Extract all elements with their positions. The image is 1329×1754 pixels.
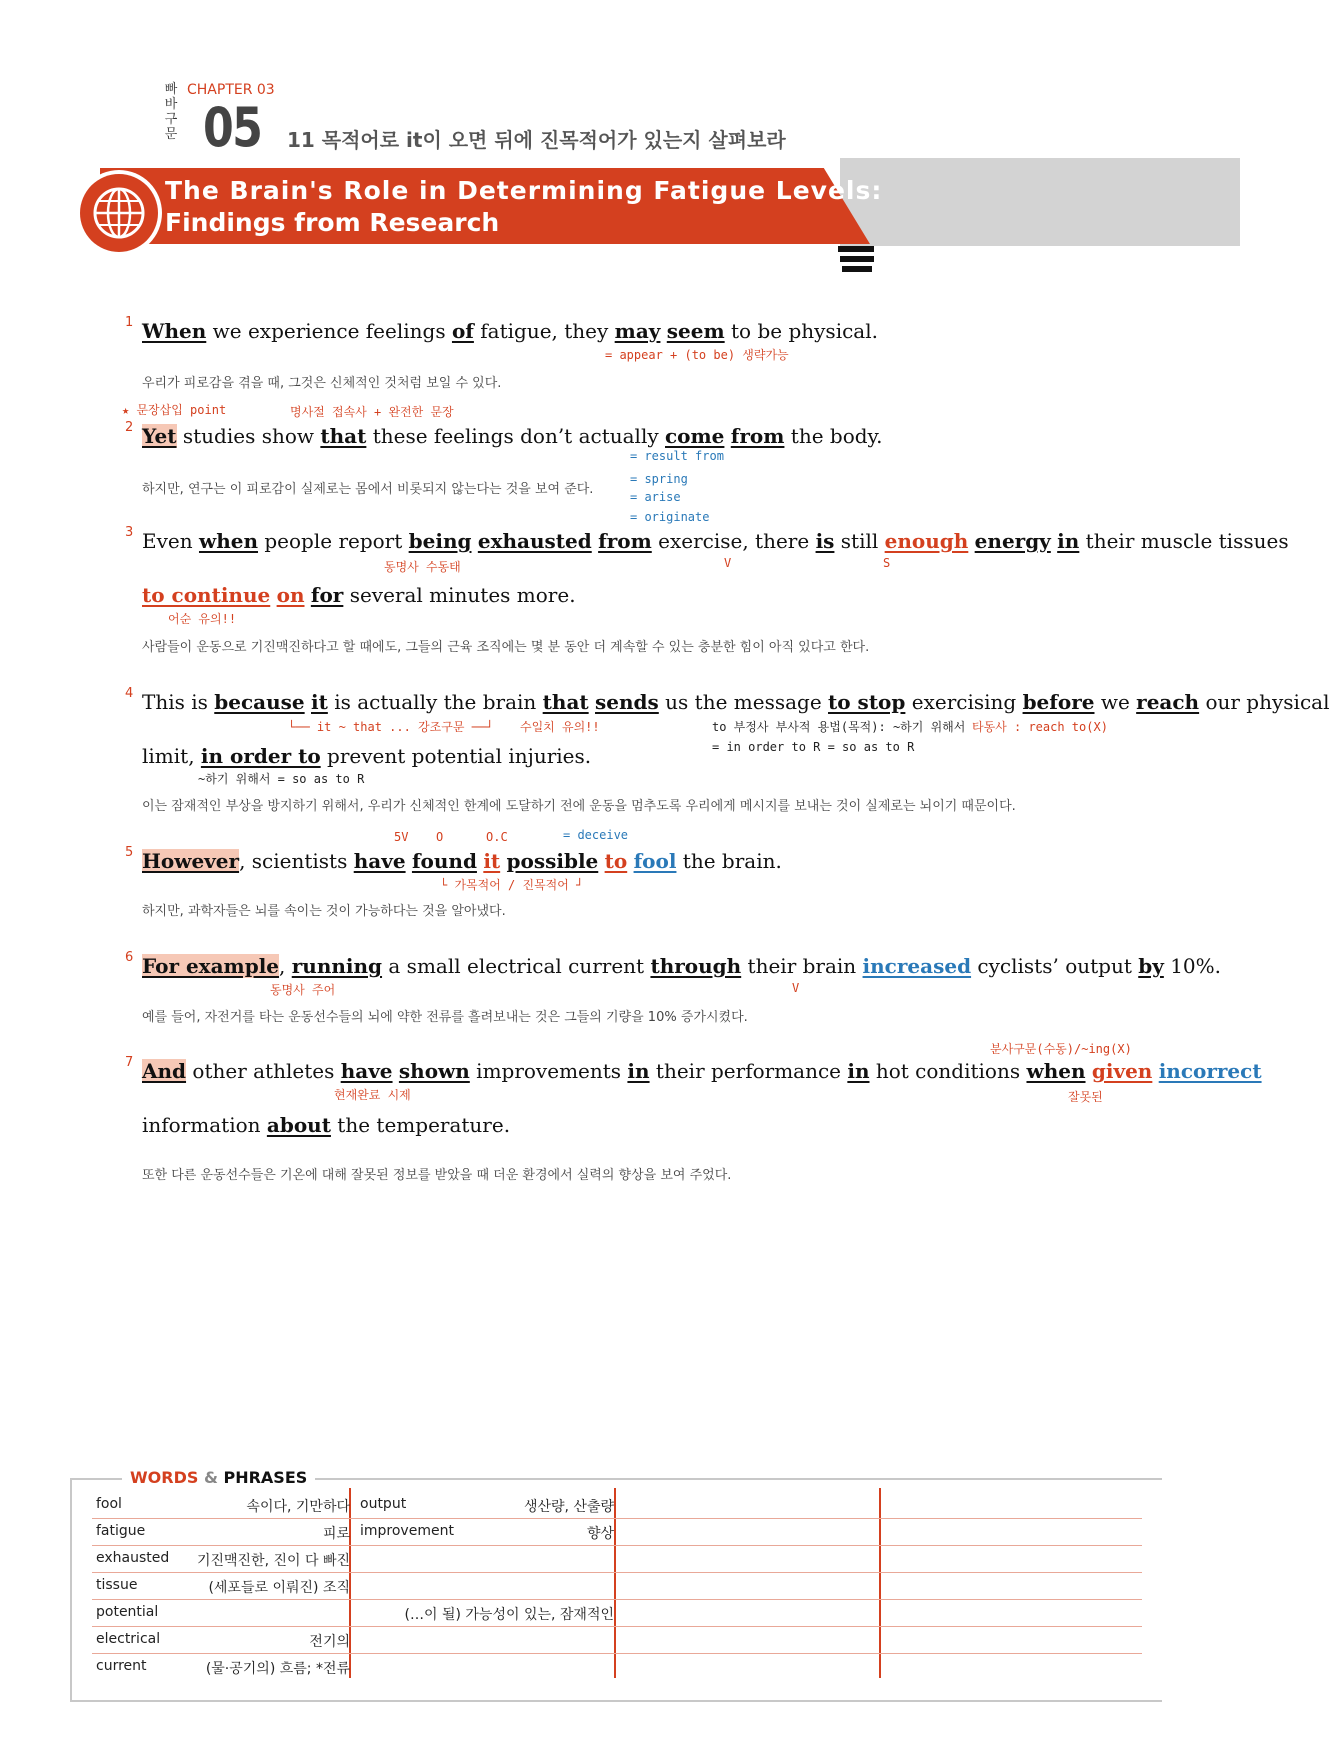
side-label-char: 바 [164,97,178,112]
annotation: 현재완료 시제 [334,1088,411,1102]
word-row [92,1519,1142,1546]
title-bar-shadow [840,158,1240,246]
annotation: V [724,556,732,570]
title-line-2: Findings from Research [165,208,500,237]
word: improvement [360,1523,454,1539]
title-bar-stripe [840,256,874,262]
annotation: O [436,830,444,844]
annotation: 명사절 접속사 + 완전한 문장 [290,405,454,419]
sentence-number: 4 [125,686,134,701]
annotation: ★ 문장삽입 point [122,403,227,417]
title-line-1: The Brain's Role in Determining Fatigue Levels: [165,176,883,205]
korean-translation: 이는 잠재적인 부상을 방지하기 위해서, 우리가 신체적인 한계에 도달하기 전에 운동을 멈추도록 우리에게 메시지를 보내는 것이 실제로는 뇌이기 때문이다. [142,799,1016,814]
annotation: = in order to R = so as to R [712,740,915,754]
korean-translation: 우리가 피로감을 겪을 때, 그것은 신체적인 것처럼 보일 수 있다. [142,376,502,391]
korean-translation: 또한 다른 운동선수들은 기온에 대해 잘못된 정보를 받았을 때 더운 환경에서 실력의 향상을 보여 주었다. [142,1168,732,1183]
annotation: 분사구문(수동)/~ing(X) [990,1042,1132,1056]
words-title-a: WORDS [130,1468,199,1487]
globe-icon [90,184,148,242]
annotation: 동명사 주어 [270,983,336,997]
annotation: = spring [630,472,688,486]
sentence-number: 5 [125,845,134,860]
sentence-4-line-2: limit, in order to prevent potential injuries. [142,744,592,768]
word: tissue [96,1577,138,1593]
word-row [92,1654,1142,1680]
annotation: ~하기 위해서 = so as to R [198,772,365,786]
sentence-number: 7 [125,1055,134,1070]
side-label [163,82,179,142]
sentence-number: 1 [125,315,134,330]
korean-translation: 사람들이 운동으로 기진맥진하다고 할 때에도, 그들의 근육 조직에는 몇 분 동안 더 계속할 수 있는 충분한 힘이 아직 있다고 한다. [142,640,870,655]
word-meaning: 피로 [322,1526,350,1542]
sentence-2: Yet studies show that these feelings don’t actually come from the body. [142,424,883,448]
sentence-number: 6 [125,950,134,965]
word-row [92,1546,1142,1573]
annotation: = arise [630,490,681,504]
word-meaning: 기진맥진한, 진이 다 빠진 [196,1553,350,1569]
word: exhausted [96,1550,170,1566]
annotation: O.C [486,830,508,844]
annotation: 수일치 유의!! [520,720,600,734]
word-row [92,1573,1142,1600]
side-label-char: 빠 [164,82,178,97]
word: current [96,1658,147,1674]
korean-translation: 하지만, 연구는 이 피로감이 실제로는 몸에서 비롯되지 않는다는 것을 보여 준다. [142,482,594,497]
sentence-3-line-1: Even when people report being exhausted from exercise, there is still enough energy in their muscle tissues [142,529,1289,553]
sentence-7-line-2: information about the temperature. [142,1113,511,1137]
side-label-char: 문 [164,127,178,142]
title-bar-stripe [838,246,874,252]
word: potential [96,1604,159,1620]
word-meaning: 생산량, 산출량 [523,1499,614,1515]
chapter-label: CHAPTER 03 [187,82,275,98]
annotation: = deceive [563,828,629,842]
annotation: └── it ~ that ... 강조구문 ──┘ [288,720,494,734]
annotation: = appear + (to be) 생략가능 [605,348,789,362]
word-meaning: (물·공기의) 흐름; *전류 [205,1661,350,1677]
words-title [122,1468,315,1487]
annotation: 어순 유의!! [168,612,237,626]
side-label-char: 구 [164,112,178,127]
title-bar-stripe [842,266,872,272]
word-row [92,1627,1142,1654]
annotation: 5V [394,830,409,844]
annotation: to 부정사 부사적 용법(목적): ~하기 위해서 [712,720,966,734]
section-subtitle: 11 목적어로 it이 오면 뒤에 진목적어가 있는지 살펴보라 [287,128,786,152]
sentence-number: 3 [125,525,134,540]
annotation: = originate [630,510,710,524]
annotation: V [792,981,800,995]
word-row [92,1600,1142,1627]
sentence-6: For example, running a small electrical current through their brain increased cyclists’ output by 10%. [142,954,1222,978]
annotation: S [883,556,891,570]
word-meaning: 향상 [586,1526,614,1542]
word-meaning: 속이다, 기만하다 [246,1499,350,1515]
sentence-3-line-2: to continue on for several minutes more. [142,583,576,607]
word: fool [96,1496,122,1512]
word-meaning: (…이 될) 가능성이 있는, 잠재적인 [404,1607,614,1623]
annotation: 타동사 : reach to(X) [972,720,1108,734]
words-title-amp: & [203,1468,218,1487]
word: electrical [96,1631,161,1647]
annotation: 잘못된 [1068,1090,1103,1104]
annotation: = result from [630,449,724,463]
word-meaning: 전기의 [309,1634,350,1650]
word: output [360,1496,407,1512]
word-row [92,1492,1142,1519]
annotation: └ 가목적어 / 진목적어 ┘ [440,878,584,892]
words-title-b: PHRASES [223,1468,308,1487]
sentence-5: However, scientists have found it possible to fool the brain. [142,849,782,873]
sentence-number: 2 [125,420,134,435]
sentence-1: When we experience feelings of fatigue, they may seem to be physical. [142,319,878,343]
word: fatigue [96,1523,146,1539]
korean-translation: 예를 들어, 자전거를 타는 운동선수들의 뇌에 약한 전류를 흘려보내는 것은 그들의 기량을 10% 증가시켰다. [142,1010,748,1025]
sentence-7-line-1: And other athletes have shown improvements in their performance in hot conditions when given incorrect [142,1059,1262,1083]
section-number: 05 [203,96,262,159]
sentence-4-line-1: This is because it is actually the brain that sends us the message to stop exercising before we reach our physical [142,690,1329,714]
annotation: 동명사 수동태 [384,560,461,574]
korean-translation: 하지만, 과학자들은 뇌를 속이는 것이 가능하다는 것을 알아냈다. [142,904,506,919]
word-meaning: (세포들로 이뤄진) 조직 [208,1580,350,1596]
